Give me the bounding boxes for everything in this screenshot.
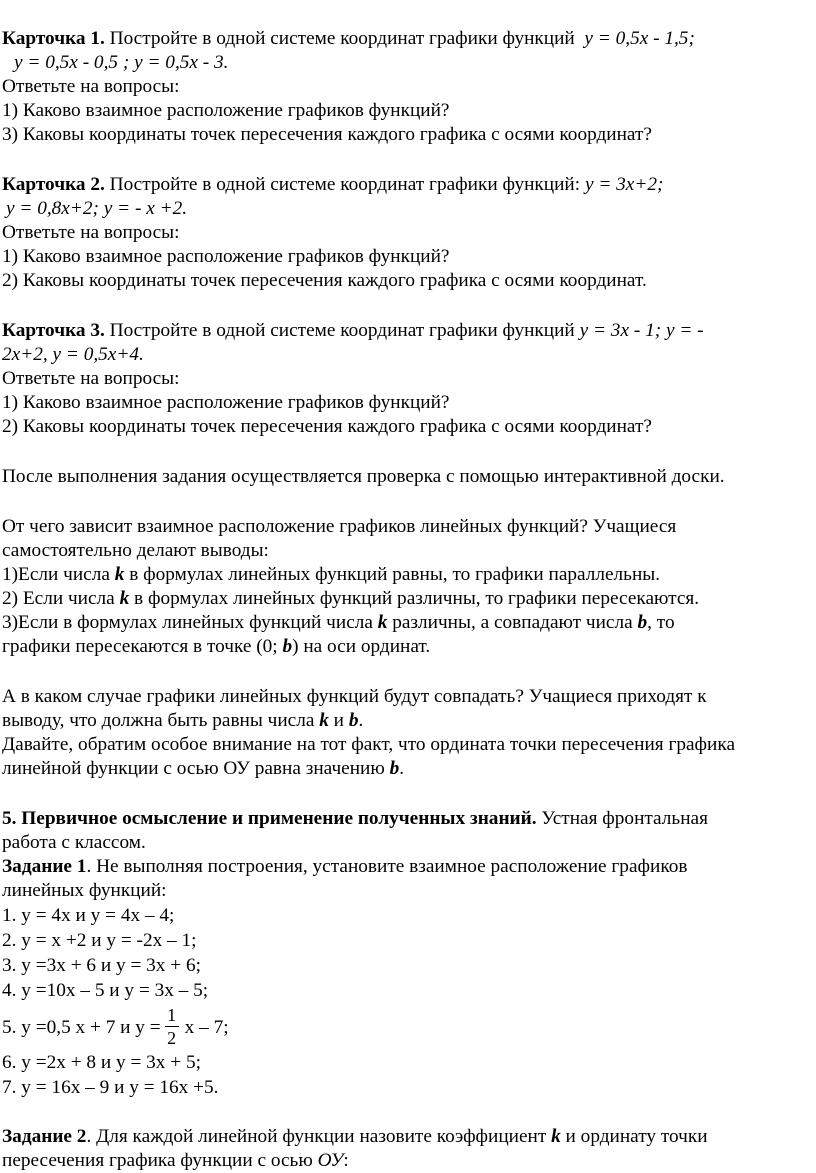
card-2-heading: Карточка 2. bbox=[2, 174, 105, 195]
discussion-line-2: самостоятельно делают выводы: bbox=[2, 540, 269, 561]
fraction-one-half bbox=[165, 1005, 179, 1048]
card-2-func1: y = 3x+2; bbox=[584, 174, 664, 195]
conclusion-1-k: k bbox=[114, 564, 125, 585]
task-1-item-5-tail: x – 7; bbox=[184, 1017, 229, 1038]
card-1-line-2 bbox=[14, 51, 229, 75]
conclusion-2 bbox=[2, 587, 699, 611]
task-1-item-7: 7. y = 16x – 9 и y = 16x +5. bbox=[2, 1077, 219, 1098]
conclusion-2-b: в формулах линейных функций различны, то графики пересекаются. bbox=[129, 588, 700, 609]
task-2-heading: Задание 2 bbox=[2, 1126, 87, 1147]
coincide-line-1: А в каком случае графики линейных функций будут совпадать? Учащиеся приходят к bbox=[2, 686, 707, 707]
conclusion-3-a: 3)Если в формулах линейных функций числа bbox=[2, 612, 378, 633]
card-1-intro: Постройте в одной системе координат графики функций bbox=[109, 28, 575, 49]
card-3-line-2 bbox=[2, 343, 144, 367]
coincide-and: и bbox=[328, 710, 349, 731]
card-2-line-2 bbox=[6, 197, 187, 221]
card-2-question-1: 1) Каково взаимное расположение графиков функций? bbox=[2, 246, 450, 267]
coincide-line-4-c: . bbox=[399, 758, 405, 779]
task-1-heading: Задание 1 bbox=[2, 856, 87, 877]
task-1-item-4: 4. y =10x – 5 и y = 3x – 5; bbox=[2, 980, 209, 1001]
coincide-dot: . bbox=[358, 710, 364, 731]
card-1-question-1: 1) Каково взаимное расположение графиков функций? bbox=[2, 100, 450, 121]
task-1-line-1 bbox=[2, 855, 687, 879]
task-1-item-1: 1. y = 4x и y = 4x – 4; bbox=[2, 905, 175, 926]
fraction-denominator: 2 bbox=[167, 1028, 177, 1049]
conclusion-3-bb: b bbox=[637, 612, 648, 633]
card-1-question-2: 3) Каковы координаты точек пересечения каждого графика с осями координат? bbox=[2, 124, 652, 145]
coincide-line-4 bbox=[2, 757, 404, 781]
section-5-line-1 bbox=[2, 807, 708, 831]
conclusion-3 bbox=[2, 611, 675, 635]
card-2-intro: Постройте в одной системе координат графики функций: bbox=[109, 174, 581, 195]
card-1-answer-prompt: Ответьте на вопросы: bbox=[2, 76, 180, 97]
card-2-line-1 bbox=[2, 173, 663, 197]
card-2-func2: y = 0,8x+2; y = - x +2. bbox=[6, 198, 188, 219]
conclusion-1 bbox=[2, 563, 660, 587]
conclusion-3-b: различны, а совпадают числа bbox=[387, 612, 638, 633]
task-2-text-2a: пересечения графика функции с осью bbox=[2, 1150, 318, 1171]
conclusion-3-f: ) на оси ординат. bbox=[292, 636, 431, 657]
conclusion-3-e: b bbox=[282, 636, 293, 657]
coincide-line-3: Давайте, обратим особое внимание на тот факт, что ордината точки пересечения графика bbox=[2, 734, 736, 755]
task-2-line-1 bbox=[2, 1125, 708, 1149]
task-1-item-5 bbox=[2, 1006, 229, 1050]
card-2-question-2: 2) Каковы координаты точек пересечения каждого графика с осями координат. bbox=[2, 270, 647, 291]
card-3-line-1 bbox=[2, 319, 704, 343]
conclusion-3-c: , то bbox=[647, 612, 675, 633]
card-1-func2: y = 0,5x - 0,5 ; y = 0,5x - 3. bbox=[14, 52, 229, 73]
coincide-line-4-b: b bbox=[389, 758, 400, 779]
conclusion-1-a: 1)Если числа bbox=[2, 564, 115, 585]
conclusion-2-a: 2) Если числа bbox=[2, 588, 120, 609]
card-1-func1: y = 0,5x - 1,5; bbox=[584, 28, 695, 49]
conclusion-2-k: k bbox=[119, 588, 130, 609]
conclusion-3-d: графики пересекаются в точке (0; bbox=[2, 636, 283, 657]
card-3-heading: Карточка 3. bbox=[2, 320, 105, 341]
coincide-k: k bbox=[319, 710, 329, 731]
task-2-k: k bbox=[551, 1126, 561, 1147]
task-2-text-1b: и ординату точки bbox=[560, 1126, 708, 1147]
card-2-answer-prompt: Ответьте на вопросы: bbox=[2, 222, 180, 243]
task-1-item-2: 2. y = x +2 и y = -2x – 1; bbox=[2, 930, 197, 951]
task-2-text-2c: : bbox=[343, 1150, 349, 1171]
section-5-heading: 5. Первичное осмысление и применение полученных знаний. bbox=[2, 808, 537, 829]
card-3-answer-prompt: Ответьте на вопросы: bbox=[2, 368, 180, 389]
task-1-item-6: 6. y =2x + 8 и y = 3x + 5; bbox=[2, 1052, 201, 1073]
section-5-rest-1: Устная фронтальная bbox=[536, 808, 708, 829]
coincide-line-2 bbox=[2, 709, 363, 733]
coincide-line-4-a: линейной функции с осью ОУ равна значению bbox=[2, 758, 390, 779]
check-note: После выполнения задания осуществляется проверка с помощью интерактивной доски. bbox=[2, 466, 725, 487]
conclusion-1-b: в формулах линейных функций равны, то графики параллельны. bbox=[124, 564, 661, 585]
task-1-item-5-text: 5. y =0,5 x + 7 и y = bbox=[2, 1017, 161, 1038]
discussion-line-1: От чего зависит взаимное расположение графиков линейных функций? Учащиеся bbox=[2, 516, 677, 537]
task-1-text-1: . Не выполняя построения, установите взаимное расположение графиков bbox=[86, 856, 688, 877]
task-2-line-2 bbox=[2, 1149, 349, 1173]
task-2-text-1a: . Для каждой линейной функции назовите коэффициент bbox=[86, 1126, 552, 1147]
card-1-heading: Карточка 1. bbox=[2, 28, 105, 49]
conclusion-3-cont bbox=[2, 635, 430, 659]
coincide-line-2-a: выводу, что должна быть равны числа bbox=[2, 710, 320, 731]
card-3-intro: Постройте в одной системе координат графики функций bbox=[109, 320, 575, 341]
fraction-numerator: 1 bbox=[167, 1005, 177, 1026]
section-5-line-2: работа с классом. bbox=[2, 832, 146, 853]
coincide-b: b bbox=[348, 710, 359, 731]
card-3-func2: 2x+2, y = 0,5x+4. bbox=[2, 344, 144, 365]
task-1-item-3: 3. y =3x + 6 и y = 3x + 6; bbox=[2, 955, 201, 976]
conclusion-3-k: k bbox=[377, 612, 388, 633]
card-1-line-1 bbox=[2, 27, 695, 51]
card-3-func1: y = 3x - 1; y = - bbox=[579, 320, 704, 341]
task-1-line-2: линейных функций: bbox=[2, 880, 167, 901]
card-3-question-1: 1) Каково взаимное расположение графиков функций? bbox=[2, 392, 450, 413]
task-2-oy: ОУ bbox=[317, 1150, 344, 1171]
card-3-question-2: 2) Каковы координаты точек пересечения каждого графика с осями координат? bbox=[2, 416, 652, 437]
